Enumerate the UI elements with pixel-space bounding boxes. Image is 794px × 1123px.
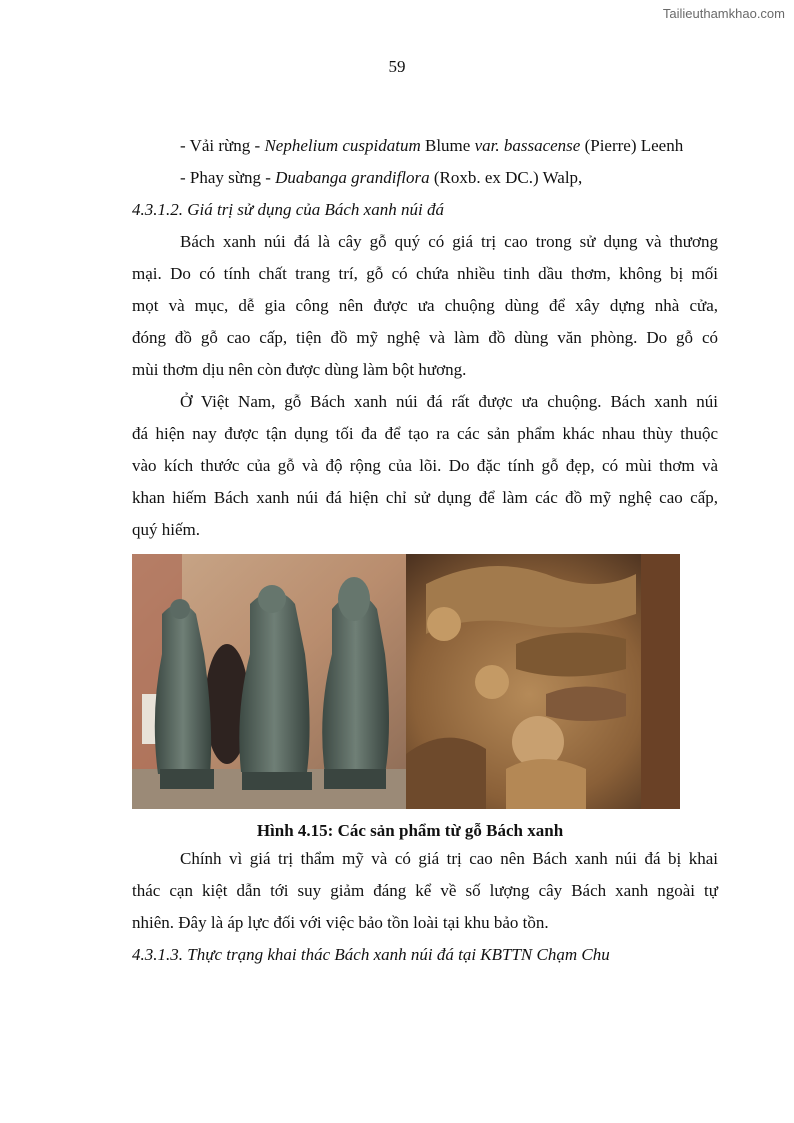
species-prefix: - Vải rừng - [180, 136, 265, 155]
paragraph-line: đá hiện nay được tận dụng tối đa để tạo ra các sản phẩm khác nhau thùy thuộc [132, 424, 718, 443]
paragraph-line: Ở Việt Nam, gỗ Bách xanh núi đá rất được ưa chuộng. Bách xanh núi [180, 392, 718, 411]
paragraph-line: mùi thơm dịu nên còn được dùng làm bột hương. [132, 360, 467, 379]
figure-caption: Hình 4.15: Các sản phẩm từ gỗ Bách xanh [256, 821, 564, 840]
species-suffix: (Pierre) Leenh [580, 136, 684, 155]
section-heading-4-3-1-3: 4.3.1.3. Thực trạng khai thác Bách xanh núi đá tại KBTTN Chạm Chu [132, 945, 610, 964]
species-line [132, 130, 718, 162]
paragraph-line: Bách xanh núi đá là cây gỗ quý có giá trị cao trong sử dụng và thương [180, 232, 718, 251]
species-variety: var. bassacense [474, 136, 581, 155]
paragraph-line: Chính vì giá trị thẩm mỹ và có giá trị cao nên Bách xanh núi đá bị khai [180, 849, 718, 868]
species-suffix: (Roxb. ex DC.) Walp, [429, 168, 583, 187]
watermark: Tailieuthamkhao.com [662, 6, 785, 21]
paragraph-line: thác cạn kiệt dẫn tới suy giảm đáng kể về số lượng cây Bách xanh ngoài tự [132, 881, 718, 900]
paragraph-line: đóng đồ gỗ cao cấp, tiện đồ mỹ nghệ và làm đồ dùng văn phòng. Do gỗ có [132, 328, 718, 347]
section-heading-4-3-1-2: 4.3.1.2. Giá trị sử dụng của Bách xanh núi đá [132, 200, 444, 219]
paragraph-line: nhiên. Đây là áp lực đối với việc bảo tồn loài tại khu bảo tồn. [132, 913, 549, 932]
species-latin-name: Duabanga grandiflora [275, 168, 430, 187]
paragraph-line: quý hiếm. [132, 520, 200, 539]
paragraph-line: khan hiếm Bách xanh núi đá hiện chỉ sử dụng để làm các đồ mỹ nghệ cao cấp, [132, 488, 718, 507]
species-latin-name: Nephelium cuspidatum [264, 136, 421, 155]
species-line [132, 162, 718, 194]
figure-4-15 [132, 554, 680, 809]
paragraph-line: vào kích thước của gỗ và độ rộng của lõi. Do đặc tính gỗ đẹp, có mùi thơm và [132, 456, 718, 475]
species-author: Blume [420, 136, 475, 155]
species-prefix: - Phay sừng - [180, 168, 276, 187]
page-number: 59 [388, 57, 406, 76]
page-content [132, 130, 718, 971]
paragraph-line: mại. Do có tính chất trang trí, gỗ có chứa nhiều tinh dầu thơm, không bị mối [132, 264, 718, 283]
paragraph-line: mọt và mục, dễ gia công nên được ưa chuộng dùng để xây dựng nhà cửa, [132, 296, 718, 315]
figure-photo-statues [132, 554, 406, 809]
figure-photo-carving [406, 554, 680, 809]
